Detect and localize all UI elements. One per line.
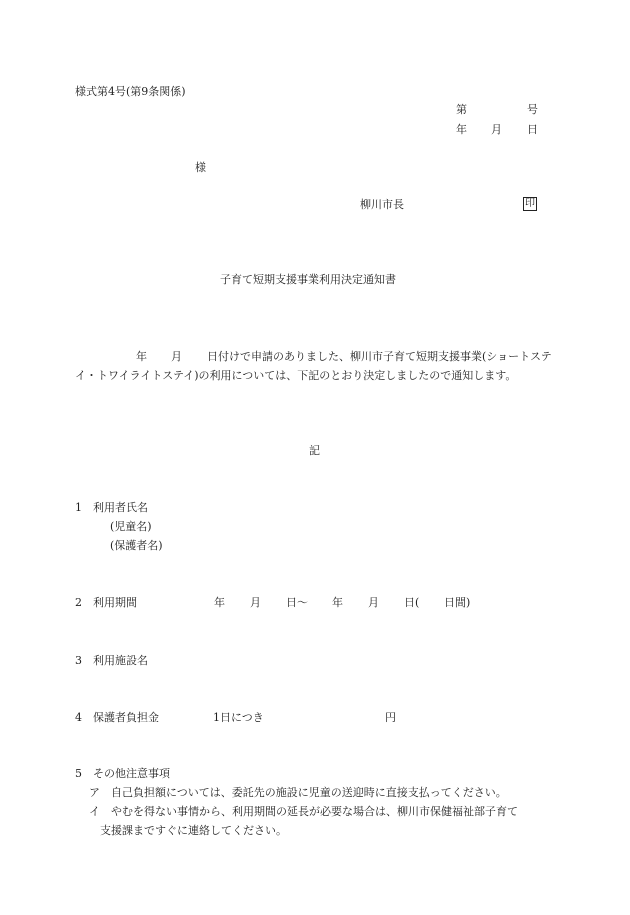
item-child-name-label: (児童名)	[110, 520, 152, 533]
date-day: 日	[527, 123, 538, 136]
note-a: ア 自己負担額については、委託先の施設に児童の送迎時に直接支払ってください。	[89, 786, 507, 799]
period-start-year: 年	[214, 596, 225, 609]
body-year: 年	[136, 350, 147, 363]
issuer-title: 柳川市長	[360, 198, 404, 211]
seal-stamp: 印	[525, 198, 535, 209]
item-guardian-name-label: (保護者名)	[110, 539, 163, 552]
period-start-month: 月	[250, 596, 261, 609]
doc-number-suffix: 号	[527, 103, 538, 116]
period-start-day: 日〜	[286, 596, 308, 609]
doc-number-prefix: 第	[456, 103, 467, 116]
item-notes-label: 5 その他注意事項	[75, 767, 170, 780]
document-title: 子育て短期支援事業利用決定通知書	[220, 273, 396, 286]
body-month: 月	[171, 350, 182, 363]
fee-per-day: 1日につき	[213, 711, 264, 724]
period-end-month: 月	[368, 596, 379, 609]
addressee-honorific: 様	[195, 161, 206, 174]
period-end-day: 日(	[404, 596, 420, 609]
item-period-label: 2 利用期間	[75, 596, 137, 609]
item-facility-label: 3 利用施設名	[75, 654, 148, 667]
period-end-year: 年	[332, 596, 343, 609]
note-b-line2: 支援課まですぐに連絡してください。	[100, 824, 287, 837]
body-paragraph	[75, 347, 555, 385]
fee-yen: 円	[385, 711, 396, 724]
item-user-label: 1 利用者氏名	[75, 501, 148, 514]
body-text: 日付けで申請のありました、柳川市子育て短期支援事業(ショートステイ・トワイライトステイ)の利用については、下記のとおり決定しましたので通知します。	[75, 350, 552, 382]
note-b-line1: イ やむを得ない事情から、利用期間の延長が必要な場合は、柳川市保健福祉部子育て	[89, 805, 518, 818]
date-year: 年	[456, 123, 467, 136]
date-month: 月	[491, 123, 502, 136]
form-number: 様式第4号(第9条関係)	[75, 85, 186, 98]
period-days: 日間)	[444, 596, 471, 609]
ki-heading: 記	[309, 444, 320, 457]
item-fee-label: 4 保護者負担金	[75, 711, 159, 724]
